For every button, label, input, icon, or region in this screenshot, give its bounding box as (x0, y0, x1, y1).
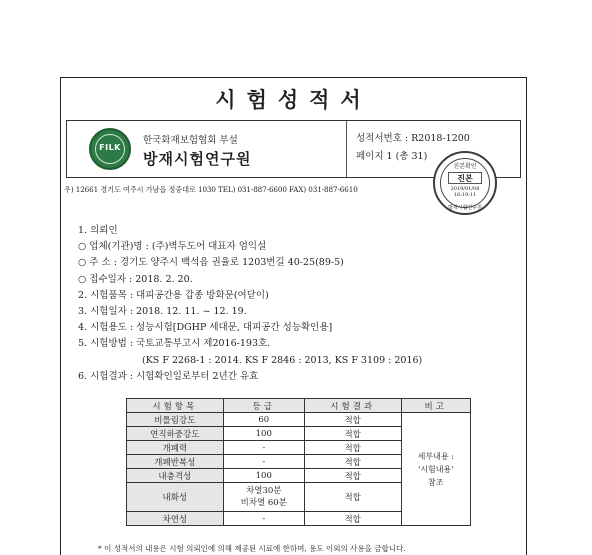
row-result: 적합 (304, 441, 401, 455)
row-item: 내충격성 (127, 469, 224, 483)
row-grade: 100 (223, 469, 304, 483)
row-grade: - (223, 512, 304, 526)
row-item: 내화성 (127, 483, 224, 512)
item-received-date: ○ 접수일자 : 2018. 2. 20. (78, 273, 193, 285)
row-grade: 차열30분 비차열 60분 (223, 483, 304, 512)
header-result: 시험결과 (304, 399, 401, 413)
document-title: 시험성적서 (215, 87, 372, 112)
header-grade: 등급 (223, 399, 304, 413)
stamp-bottom-text: 방재시험연구원 (448, 205, 482, 211)
item-test-result: 6. 시험결과 : 시험확인일로부터 2년간 유효 (78, 370, 259, 382)
org-subtitle: 한국화재보험협회 부설 (143, 135, 238, 146)
results-table (126, 398, 471, 526)
stamp-top-text: 진본확인 (453, 163, 477, 170)
row-result: 적합 (304, 469, 401, 483)
row-result: 적합 (304, 455, 401, 469)
header-remarks: 비고 (401, 399, 470, 413)
verification-stamp (433, 151, 497, 215)
row-item: 비틀림강도 (127, 413, 224, 427)
report-frame (60, 77, 527, 555)
item-address: ○ 주 소 : 경기도 양주시 백석읍 권율로 1203번길 40-25(89-5) (78, 257, 344, 269)
item-test-standards: (KS F 2268-1 : 2014. KS F 2846 : 2013, KS F 3109 : 2016) (142, 354, 423, 366)
header-divider (346, 121, 347, 177)
page-number: 페이지 1 (총 31) (356, 151, 428, 162)
footnote: * 이 성적서의 내용은 시험 의뢰인에 의해 제공된 시료에 한하며, 용도 이외의 사용을 금합니다. (98, 544, 406, 553)
row-item: 개폐반복성 (127, 455, 224, 469)
row-item: 개폐력 (127, 441, 224, 455)
org-address: 우) 12661 경기도 여주시 가남읍 정중대로 1030 TEL) 031-887-6600 FAX) 031-887-6610 (64, 185, 358, 194)
row-result: 적합 (304, 512, 401, 526)
table-header-row (127, 399, 471, 413)
row-grade: 100 (223, 427, 304, 441)
header-test-item: 시험항목 (127, 399, 224, 413)
filk-logo (89, 128, 131, 170)
item-test-product: 2. 시험품목 : 대피공간용 갑종 방화문(여닫이) (78, 289, 269, 301)
row-result: 적합 (304, 413, 401, 427)
row-result: 적합 (304, 483, 401, 512)
report-items (78, 223, 422, 385)
item-test-method: 5. 시험방법 : 국토교통부고시 제2016-193호. (78, 338, 271, 350)
remarks-text: 세부내용 : '시험내용' 참조 (417, 451, 454, 487)
report-number: 성적서번호 : R2018-1200 (356, 133, 470, 144)
row-item: 차연성 (127, 512, 224, 526)
stamp-date: 2019/01/08 (450, 186, 480, 192)
org-name: 방재시험연구원 (143, 150, 252, 168)
row-item: 연직하중강도 (127, 427, 224, 441)
row-grade: 60 (223, 413, 304, 427)
item-company: ○ 업체(기관)명 : (주)벽두도어 대표자 엄익설 (78, 241, 267, 253)
item-client: 1. 의뢰인 (78, 225, 118, 236)
stamp-mid-text: 진본 (448, 172, 482, 184)
row-grade: - (223, 441, 304, 455)
row-result: 적합 (304, 427, 401, 441)
row-grade: - (223, 455, 304, 469)
item-test-date: 3. 시험일자 : 2018. 12. 11. ~ 12. 19. (78, 306, 247, 318)
stamp-time: 16:19:11 (453, 192, 477, 198)
logo-text: FILK (99, 143, 121, 152)
table-row (127, 413, 471, 427)
remarks-cell (401, 413, 470, 526)
item-test-purpose: 4. 시험용도 : 성능시험[DGHP 세대문, 대피공간 성능확인용] (78, 322, 333, 334)
